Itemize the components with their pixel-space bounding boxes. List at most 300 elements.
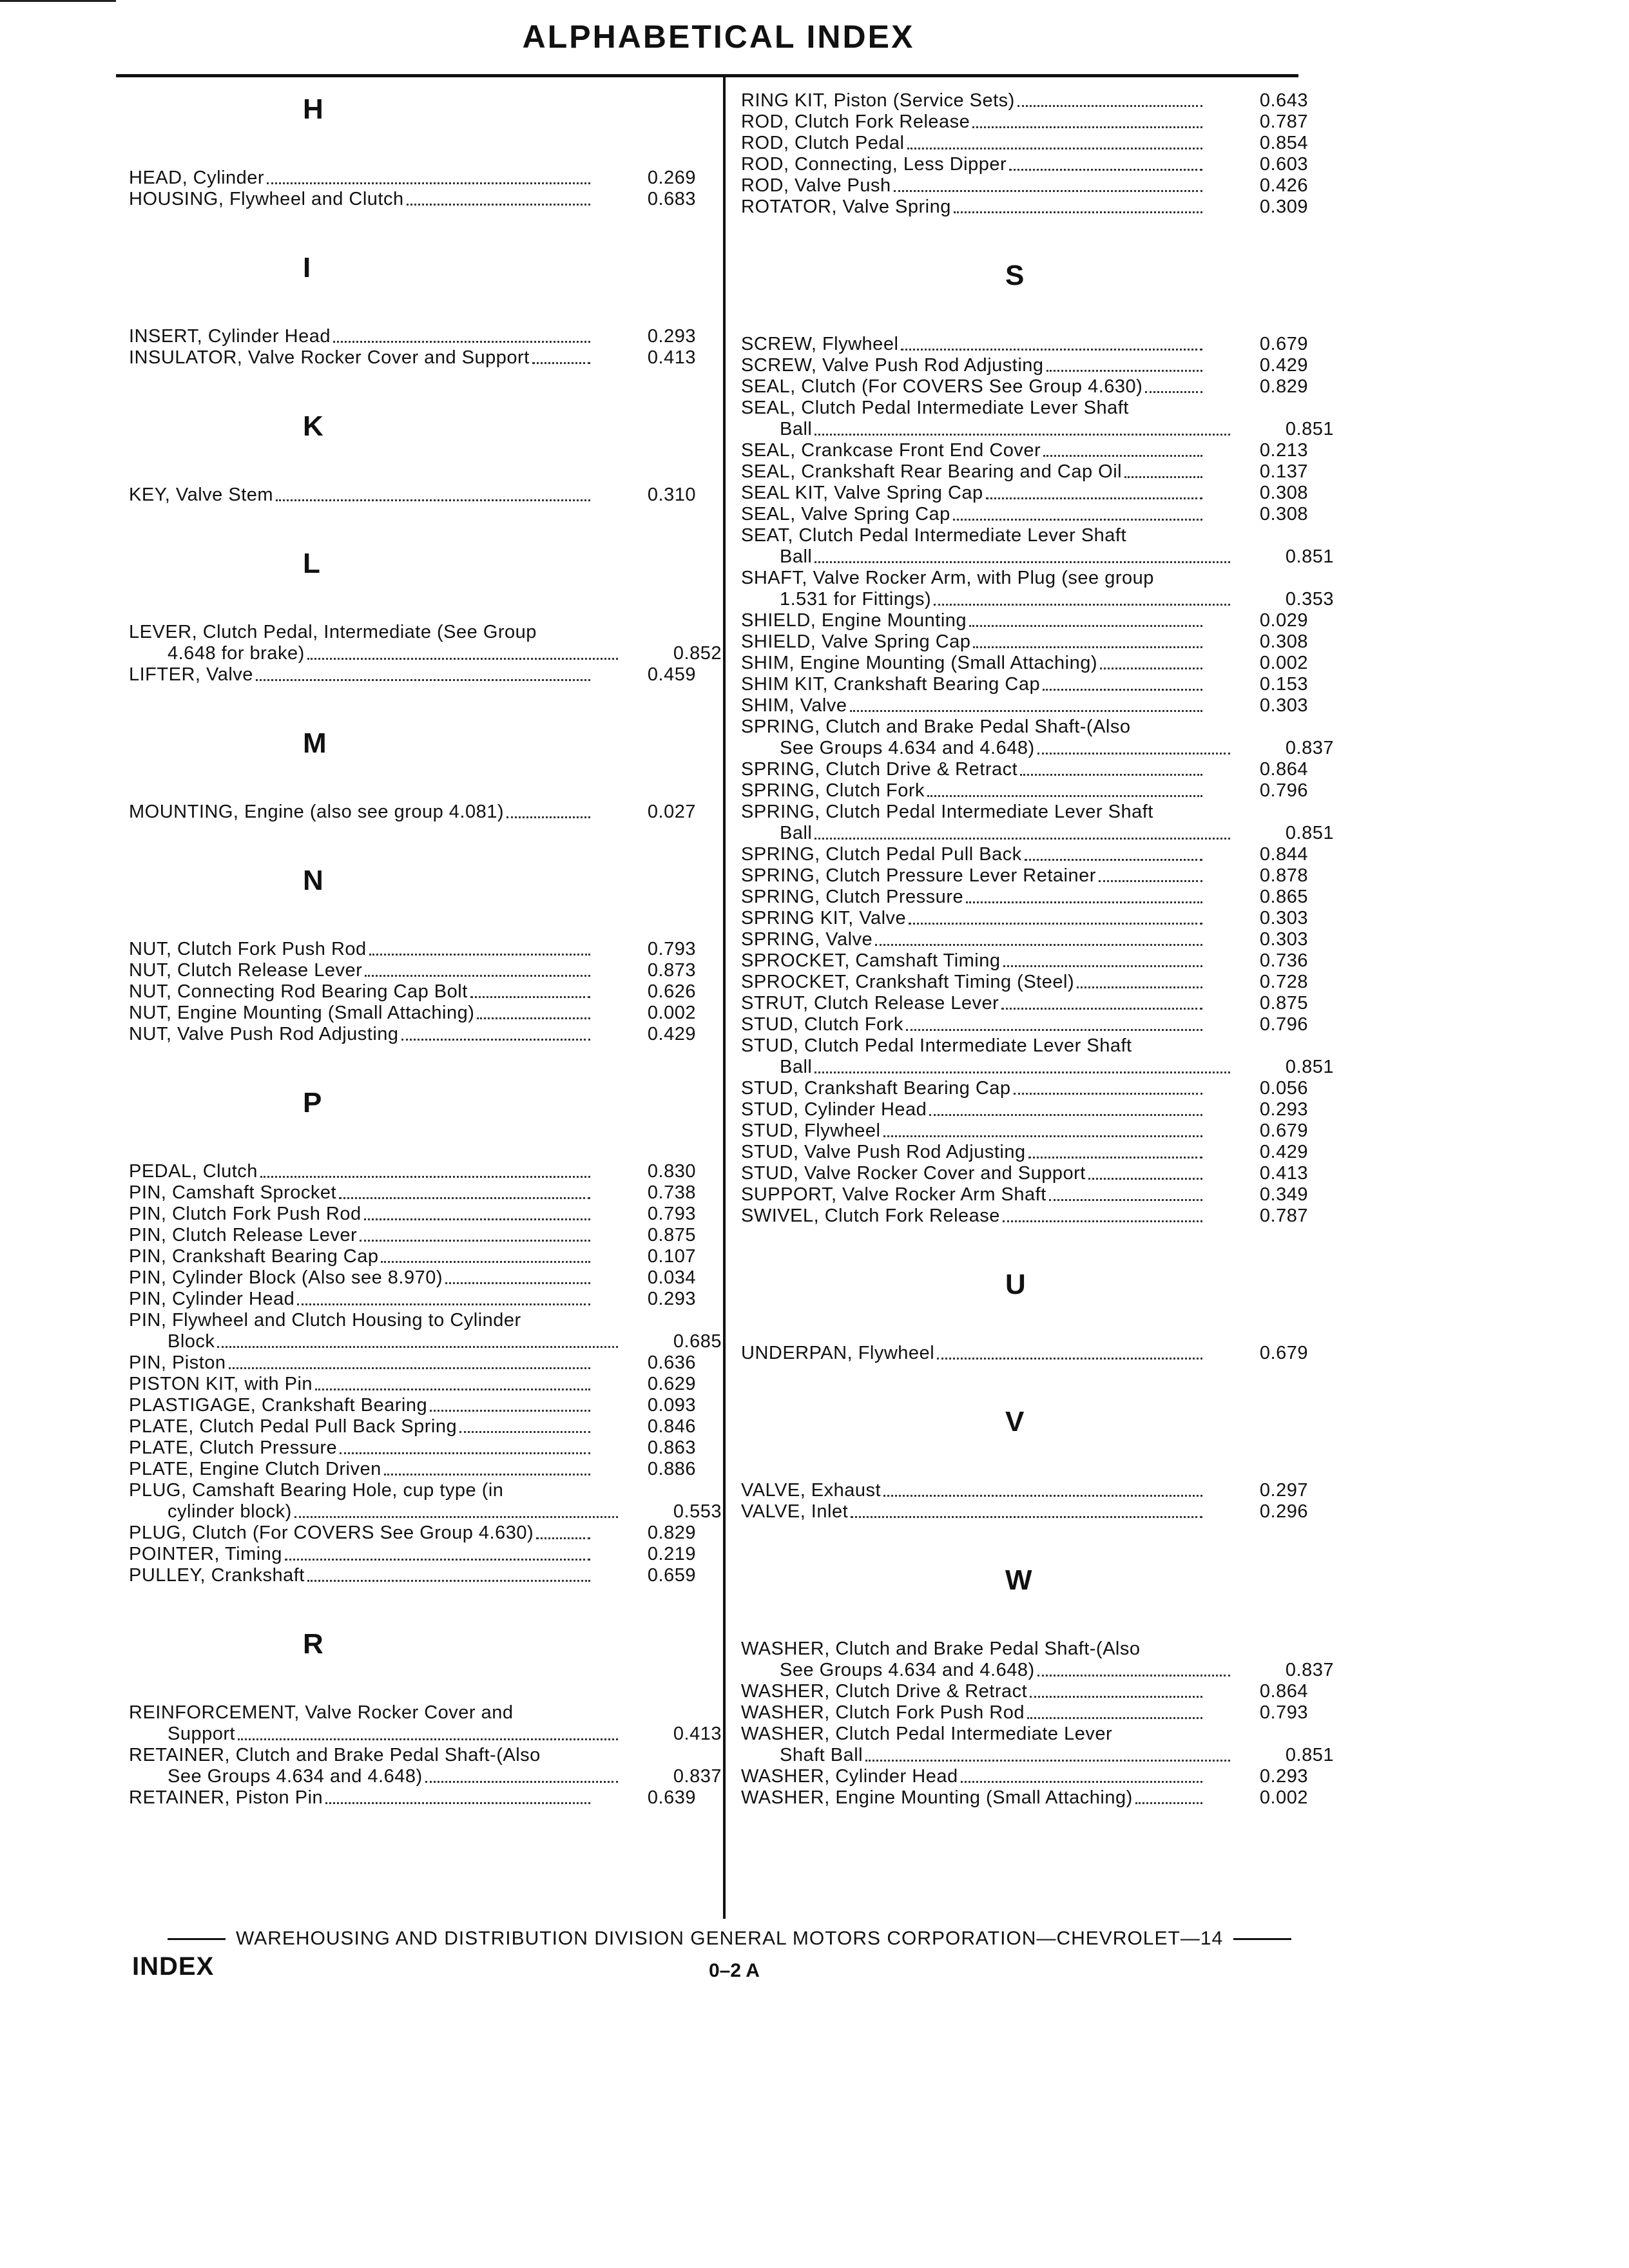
entry-label: ROTATOR, Valve Spring <box>741 197 951 217</box>
dot-leader <box>1001 1008 1202 1010</box>
dot-leader <box>865 1760 1230 1762</box>
index-entry <box>741 865 1334 887</box>
entry-page-ref: 0.553 <box>673 1501 722 1522</box>
dot-leader <box>1009 169 1202 171</box>
index-section <box>129 407 722 506</box>
entry-label: UNDERPAN, Flywheel <box>741 1343 935 1363</box>
index-section <box>129 249 722 369</box>
index-entry <box>741 1480 1334 1501</box>
index-entry <box>129 1161 722 1182</box>
dot-leader <box>1124 476 1202 478</box>
dot-leader <box>1088 1178 1202 1180</box>
entry-label-continuation: Ball <box>780 419 813 439</box>
entry-label: HEAD, Cylinder <box>129 168 265 188</box>
entry-label: NUT, Connecting Rod Bearing Cap Bolt <box>129 981 468 1002</box>
entry-page-ref: 0.459 <box>647 664 696 685</box>
entry-page-ref: 0.308 <box>1259 483 1308 503</box>
index-section <box>741 90 1334 218</box>
footer-line <box>168 1928 1340 1950</box>
entry-label: ROD, Valve Push <box>741 175 891 196</box>
index-entry <box>741 197 1334 218</box>
entry-label: NUT, Clutch Release Lever <box>129 960 363 981</box>
index-entry <box>129 1565 722 1586</box>
entry-label: REINFORCEMENT, Valve Rocker Cover and <box>129 1702 514 1723</box>
entry-page-ref: 0.679 <box>1259 1120 1308 1141</box>
entry-label: ROD, Connecting, Less Dipper <box>741 154 1007 175</box>
index-entry <box>741 674 1334 695</box>
dot-leader <box>430 1410 590 1412</box>
entry-label: PIN, Crankshaft Bearing Cap <box>129 1246 379 1267</box>
entry-label: VALVE, Exhaust <box>741 1480 882 1501</box>
index-entry <box>741 950 1334 972</box>
dot-leader <box>369 954 590 956</box>
entry-label: PIN, Piston <box>129 1352 226 1373</box>
dot-leader <box>506 816 590 818</box>
index-entry <box>129 939 722 960</box>
entry-page-ref: 0.107 <box>647 1246 696 1267</box>
entry-page-ref: 0.308 <box>1259 504 1308 524</box>
entry-page-ref: 0.413 <box>673 1724 722 1744</box>
entry-label-continuation: See Groups 4.634 and 4.648) <box>780 1660 1035 1680</box>
entry-label-continuation: Ball <box>780 546 813 567</box>
entry-page-ref: 0.844 <box>1259 844 1308 865</box>
entry-label: SCREW, Valve Push Rod Adjusting <box>741 355 1044 376</box>
index-entry <box>741 525 1334 568</box>
entry-label: SEAL, Clutch (For COVERS See Group 4.630) <box>741 376 1143 397</box>
entry-page-ref: 0.308 <box>1259 631 1308 652</box>
dot-leader <box>894 190 1202 192</box>
entry-label: WASHER, Engine Mounting (Small Attaching) <box>741 1787 1133 1808</box>
dot-leader <box>906 1029 1202 1031</box>
entry-label: SEAT, Clutch Pedal Intermediate Lever Shaft <box>741 525 1127 546</box>
title-rule <box>116 74 1298 77</box>
index-entry <box>741 1702 1334 1724</box>
entry-page-ref: 0.629 <box>647 1374 696 1394</box>
entry-page-ref: 0.852 <box>673 643 722 664</box>
entry-label-continuation: Block <box>168 1331 215 1352</box>
dot-leader <box>1003 1220 1202 1222</box>
entry-page-ref: 0.886 <box>647 1459 696 1479</box>
dot-leader <box>1145 391 1202 393</box>
entry-page-ref: 0.796 <box>1259 1014 1308 1035</box>
entry-page-ref: 0.310 <box>647 485 696 505</box>
entry-page-ref: 0.626 <box>647 981 696 1002</box>
index-entry <box>741 154 1334 175</box>
entry-page-ref: 0.787 <box>1259 111 1308 132</box>
column-divider <box>723 76 726 1919</box>
dot-leader <box>973 646 1202 648</box>
index-section <box>129 861 722 1045</box>
index-entry <box>129 1374 722 1395</box>
index-entry <box>129 1416 722 1437</box>
dot-leader <box>937 1358 1202 1360</box>
entry-page-ref: 0.851 <box>1285 419 1334 439</box>
entry-page-ref: 0.002 <box>647 1003 696 1023</box>
index-section <box>129 90 722 210</box>
index-entry <box>741 355 1334 376</box>
entry-label: STUD, Clutch Pedal Intermediate Lever Shaft <box>741 1035 1132 1056</box>
dot-leader <box>953 519 1202 521</box>
dot-leader <box>364 1218 590 1220</box>
index-entry <box>741 908 1334 929</box>
entry-page-ref: 0.685 <box>673 1331 722 1352</box>
entry-page-ref: 0.864 <box>1259 759 1308 780</box>
index-entry <box>741 90 1334 111</box>
section-letter: S <box>1005 260 1025 291</box>
entry-label-continuation: Support <box>168 1724 236 1744</box>
footer-dash-right <box>1233 1938 1291 1940</box>
dot-leader <box>1037 753 1230 754</box>
index-entry <box>741 1120 1334 1142</box>
dot-leader <box>1046 370 1202 372</box>
entry-label: SPROCKET, Camshaft Timing <box>741 950 1001 971</box>
entry-page-ref: 0.296 <box>1259 1501 1308 1522</box>
dot-leader <box>340 1452 590 1454</box>
entry-label: SEAL, Crankcase Front End Cover <box>741 440 1041 461</box>
dot-leader <box>256 679 590 681</box>
entry-label: VALVE, Inlet <box>741 1501 849 1522</box>
entry-page-ref: 0.303 <box>1259 929 1308 950</box>
index-entry <box>741 1078 1334 1099</box>
entry-label: NUT, Clutch Fork Push Rod <box>129 939 367 959</box>
dot-leader <box>384 1474 590 1475</box>
entry-page-ref: 0.429 <box>1259 355 1308 376</box>
entry-label: PLATE, Clutch Pressure <box>129 1437 338 1458</box>
index-entry <box>129 326 722 347</box>
index-entry <box>741 653 1334 674</box>
index-section <box>129 1625 722 1809</box>
dot-leader <box>407 204 590 206</box>
entry-label: SUPPORT, Valve Rocker Arm Shaft <box>741 1184 1046 1205</box>
entry-label: SPRING, Valve <box>741 929 873 950</box>
entry-page-ref: 0.603 <box>1259 154 1308 175</box>
dot-leader <box>532 362 590 364</box>
entry-page-ref: 0.796 <box>1259 780 1308 801</box>
section-letter: N <box>303 865 323 896</box>
index-entry <box>129 1246 722 1267</box>
entry-label: PIN, Cylinder Head <box>129 1289 295 1309</box>
index-entry <box>129 189 722 210</box>
dot-leader <box>1037 1675 1230 1677</box>
entry-page-ref: 0.854 <box>1259 133 1308 153</box>
entry-label: PIN, Camshaft Sprocket <box>129 1182 337 1203</box>
dot-leader <box>307 658 618 660</box>
entry-page-ref: 0.851 <box>1285 823 1334 843</box>
entry-label: SPRING, Clutch Fork <box>741 780 925 801</box>
entry-label: SPRING KIT, Valve <box>741 908 907 928</box>
dot-leader <box>850 710 1202 712</box>
entry-label: SHIM, Valve <box>741 695 847 716</box>
entry-page-ref: 0.837 <box>673 1766 722 1787</box>
index-entry <box>129 981 722 1003</box>
entry-label: RETAINER, Piston Pin <box>129 1787 323 1808</box>
entry-label: STUD, Crankshaft Bearing Cap <box>741 1078 1011 1099</box>
entry-page-ref: 0.429 <box>1259 1142 1308 1162</box>
entry-label: HOUSING, Flywheel and Clutch <box>129 189 404 209</box>
index-entry <box>129 1523 722 1544</box>
entry-page-ref: 0.846 <box>647 1416 696 1437</box>
entry-page-ref: 0.293 <box>1259 1766 1308 1787</box>
entry-label: SPRING, Clutch and Brake Pedal Shaft-(Also <box>741 716 1131 737</box>
entry-label-continuation: Shaft Ball <box>780 1745 863 1765</box>
entry-page-ref: 0.034 <box>647 1267 696 1288</box>
index-entry <box>129 1459 722 1480</box>
entry-label: WASHER, Clutch Drive & Retract <box>741 1681 1028 1702</box>
entry-label: STUD, Valve Push Rod Adjusting <box>741 1142 1026 1162</box>
entry-page-ref: 0.851 <box>1285 1745 1334 1765</box>
dot-leader <box>360 1240 590 1242</box>
page-number: 0–2 A <box>709 1960 760 1981</box>
index-section <box>129 1084 722 1586</box>
entry-page-ref: 0.863 <box>647 1437 696 1458</box>
section-letter: H <box>303 93 323 125</box>
index-entry <box>129 1480 722 1523</box>
entry-label: RETAINER, Clutch and Brake Pedal Shaft-(Also <box>129 1745 541 1765</box>
dot-leader <box>315 1389 590 1390</box>
index-entry <box>741 1099 1334 1120</box>
section-letter: R <box>303 1628 323 1660</box>
index-entry <box>741 1206 1334 1227</box>
index-section <box>129 724 722 823</box>
entry-label: STUD, Clutch Fork <box>741 1014 903 1035</box>
entry-page-ref: 0.002 <box>1259 653 1308 673</box>
dot-leader <box>1017 105 1202 107</box>
page-title: ALPHABETICAL INDEX <box>522 19 915 55</box>
section-letter: I <box>303 252 311 284</box>
index-entry <box>129 622 722 664</box>
entry-page-ref: 0.297 <box>1259 1480 1308 1501</box>
entry-page-ref: 0.728 <box>1259 972 1308 992</box>
dot-leader <box>425 1781 618 1783</box>
index-entry <box>741 461 1334 483</box>
entry-page-ref: 0.027 <box>647 802 696 822</box>
entry-page-ref: 0.793 <box>1259 1702 1308 1723</box>
index-section <box>129 544 722 686</box>
index-entry <box>741 440 1334 461</box>
entry-label: PLATE, Clutch Pedal Pull Back Spring <box>129 1416 458 1437</box>
index-entry <box>741 1142 1334 1163</box>
index-entry <box>741 398 1334 440</box>
entry-page-ref: 0.873 <box>647 960 696 981</box>
section-letter: P <box>303 1087 322 1119</box>
entry-page-ref: 0.679 <box>1259 1343 1308 1363</box>
entry-label: PLUG, Clutch (For COVERS See Group 4.630) <box>129 1523 534 1543</box>
entry-label: PLUG, Camshaft Bearing Hole, cup type (in <box>129 1480 504 1501</box>
entry-page-ref: 0.056 <box>1259 1078 1308 1099</box>
dot-leader <box>267 182 590 184</box>
index-entry <box>741 1035 1334 1078</box>
entry-label: SCREW, Flywheel <box>741 334 899 354</box>
entry-page-ref: 0.851 <box>1285 546 1334 567</box>
entry-page-ref: 0.002 <box>1259 1787 1308 1808</box>
entry-page-ref: 0.029 <box>1259 610 1308 631</box>
entry-label: WASHER, Clutch and Brake Pedal Shaft-(Also <box>741 1639 1141 1659</box>
entry-page-ref: 0.636 <box>647 1352 696 1373</box>
dot-leader <box>901 349 1202 351</box>
dot-leader <box>907 148 1203 149</box>
dot-leader <box>238 1738 618 1740</box>
dot-leader <box>339 1197 590 1199</box>
entry-page-ref: 0.353 <box>1285 589 1334 610</box>
index-entry <box>741 780 1334 802</box>
entry-label: SWIVEL, Clutch Fork Release <box>741 1206 1000 1226</box>
dot-leader <box>1025 859 1202 861</box>
index-entry <box>129 1024 722 1045</box>
entry-label: STUD, Valve Rocker Cover and Support <box>741 1163 1086 1184</box>
entry-page-ref: 0.413 <box>1259 1163 1308 1184</box>
entry-page-ref: 0.679 <box>1259 334 1308 354</box>
entry-label: INSULATOR, Valve Rocker Cover and Support <box>129 347 530 368</box>
dot-leader <box>875 944 1202 946</box>
entry-page-ref: 0.875 <box>1259 993 1308 1014</box>
entry-label: NUT, Valve Push Rod Adjusting <box>129 1024 399 1044</box>
entry-label: PIN, Flywheel and Clutch Housing to Cylinder <box>129 1310 521 1331</box>
entry-label: SEAL, Clutch Pedal Intermediate Lever Shaft <box>741 398 1129 418</box>
dot-leader <box>297 1303 590 1305</box>
index-entry <box>129 1745 722 1787</box>
entry-page-ref: 0.736 <box>1259 950 1308 971</box>
dot-leader <box>459 1431 590 1433</box>
entry-label: PIN, Cylinder Block (Also see 8.970) <box>129 1267 443 1288</box>
entry-page-ref: 0.851 <box>1285 1057 1334 1077</box>
dot-leader <box>961 1781 1202 1783</box>
dot-leader <box>1014 1093 1202 1095</box>
entry-page-ref: 0.837 <box>1285 738 1334 758</box>
dot-leader <box>470 996 590 998</box>
entry-label: SPRING, Clutch Pedal Intermediate Lever Shaft <box>741 802 1153 822</box>
entry-label: INSERT, Cylinder Head <box>129 326 331 347</box>
index-entry <box>741 1766 1334 1787</box>
dot-leader <box>815 561 1230 563</box>
dot-leader <box>536 1537 590 1539</box>
dot-leader <box>815 434 1230 436</box>
entry-label: SPRING, Clutch Pedal Pull Back <box>741 844 1022 865</box>
dot-leader <box>1049 1199 1202 1201</box>
index-entry <box>129 1395 722 1416</box>
dot-leader <box>294 1516 618 1518</box>
index-entry <box>741 504 1334 525</box>
entry-label: POINTER, Timing <box>129 1544 282 1564</box>
entry-page-ref: 0.875 <box>647 1225 696 1245</box>
index-label: INDEX <box>132 1952 215 1981</box>
entry-page-ref: 0.787 <box>1259 1206 1308 1226</box>
index-section <box>741 256 1334 1227</box>
entry-page-ref: 0.137 <box>1259 461 1308 482</box>
index-entry <box>741 716 1334 759</box>
entry-label: SHIM, Engine Mounting (Small Attaching) <box>741 653 1098 673</box>
entry-label: PEDAL, Clutch <box>129 1161 258 1182</box>
dot-leader <box>401 1039 590 1041</box>
dot-leader <box>325 1802 590 1804</box>
entry-label: SEAL, Crankshaft Rear Bearing and Cap Oil <box>741 461 1123 482</box>
entry-page-ref: 0.830 <box>647 1161 696 1182</box>
index-entry <box>741 695 1334 716</box>
dot-leader <box>1027 1717 1202 1719</box>
entry-label: SPROCKET, Crankshaft Timing (Steel) <box>741 972 1075 992</box>
dot-leader <box>445 1282 590 1284</box>
entry-label: PULLEY, Crankshaft <box>129 1565 305 1586</box>
section-letter: K <box>303 410 323 442</box>
entry-label: LIFTER, Valve <box>129 664 253 685</box>
dot-leader <box>276 499 590 501</box>
entry-page-ref: 0.659 <box>647 1565 696 1586</box>
entry-page-ref: 0.213 <box>1259 440 1308 461</box>
dot-leader <box>1028 1157 1202 1158</box>
index-entry <box>741 483 1334 504</box>
dot-leader <box>1030 1696 1202 1698</box>
dot-leader <box>381 1261 590 1263</box>
entry-label: STUD, Flywheel <box>741 1120 881 1141</box>
index-entry <box>129 1310 722 1352</box>
index-entry <box>741 1184 1334 1206</box>
dot-leader <box>307 1580 590 1582</box>
entry-page-ref: 0.303 <box>1259 695 1308 716</box>
entry-label: SEAL, Valve Spring Cap <box>741 504 950 524</box>
dot-leader <box>966 901 1202 903</box>
index-section <box>741 1403 1334 1523</box>
entry-label: SPRING, Clutch Pressure <box>741 887 964 907</box>
dot-leader <box>815 838 1230 840</box>
entry-page-ref: 0.793 <box>647 939 696 959</box>
entry-label: SHIELD, Valve Spring Cap <box>741 631 971 652</box>
index-entry <box>741 972 1334 993</box>
entry-label: WASHER, Cylinder Head <box>741 1766 958 1787</box>
dot-leader <box>909 923 1202 925</box>
index-entry <box>741 1501 1334 1523</box>
dot-leader <box>1043 455 1202 457</box>
dot-leader <box>217 1346 618 1348</box>
index-entry <box>741 1163 1334 1184</box>
dot-leader <box>883 1495 1202 1497</box>
entry-label: KEY, Valve Stem <box>129 485 274 505</box>
index-entry <box>741 568 1334 610</box>
section-letter: M <box>303 727 327 759</box>
entry-label: STUD, Cylinder Head <box>741 1099 927 1120</box>
entry-label: PIN, Clutch Fork Push Rod <box>129 1204 361 1224</box>
index-entry <box>741 1724 1334 1766</box>
index-entry <box>741 844 1334 865</box>
index-entry <box>741 376 1334 398</box>
entry-label: MOUNTING, Engine (also see group 4.081) <box>129 802 505 822</box>
entry-page-ref: 0.309 <box>1259 197 1308 217</box>
dot-leader <box>927 795 1202 797</box>
entry-label: SEAL KIT, Valve Spring Cap <box>741 483 983 503</box>
dot-leader <box>285 1559 590 1561</box>
entry-label: ROD, Clutch Pedal <box>741 133 905 153</box>
dot-leader <box>1099 880 1202 882</box>
dot-leader <box>333 341 590 343</box>
footer-text: WAREHOUSING AND DISTRIBUTION DIVISION GENERAL MOTORS CORPORATION—CHEVROLET—14 <box>236 1928 1224 1949</box>
index-entry <box>129 1003 722 1024</box>
index-entry <box>129 1204 722 1225</box>
entry-label: ROD, Clutch Fork Release <box>741 111 970 132</box>
entry-page-ref: 0.219 <box>647 1544 696 1564</box>
entry-label: SPRING, Clutch Drive & Retract <box>741 759 1018 780</box>
index-entry <box>741 334 1334 355</box>
dot-leader <box>969 625 1202 627</box>
index-entry <box>741 929 1334 950</box>
entry-page-ref: 0.153 <box>1259 674 1308 695</box>
dot-leader <box>934 604 1230 606</box>
index-entry <box>129 960 722 981</box>
index-entry <box>129 1267 722 1289</box>
entry-label: SHIM KIT, Crankshaft Bearing Cap <box>741 674 1041 695</box>
index-entry <box>741 111 1334 133</box>
index-section <box>741 1265 1334 1364</box>
entry-page-ref: 0.269 <box>647 168 696 188</box>
dot-leader <box>1043 689 1202 691</box>
entry-page-ref: 0.865 <box>1259 887 1308 907</box>
